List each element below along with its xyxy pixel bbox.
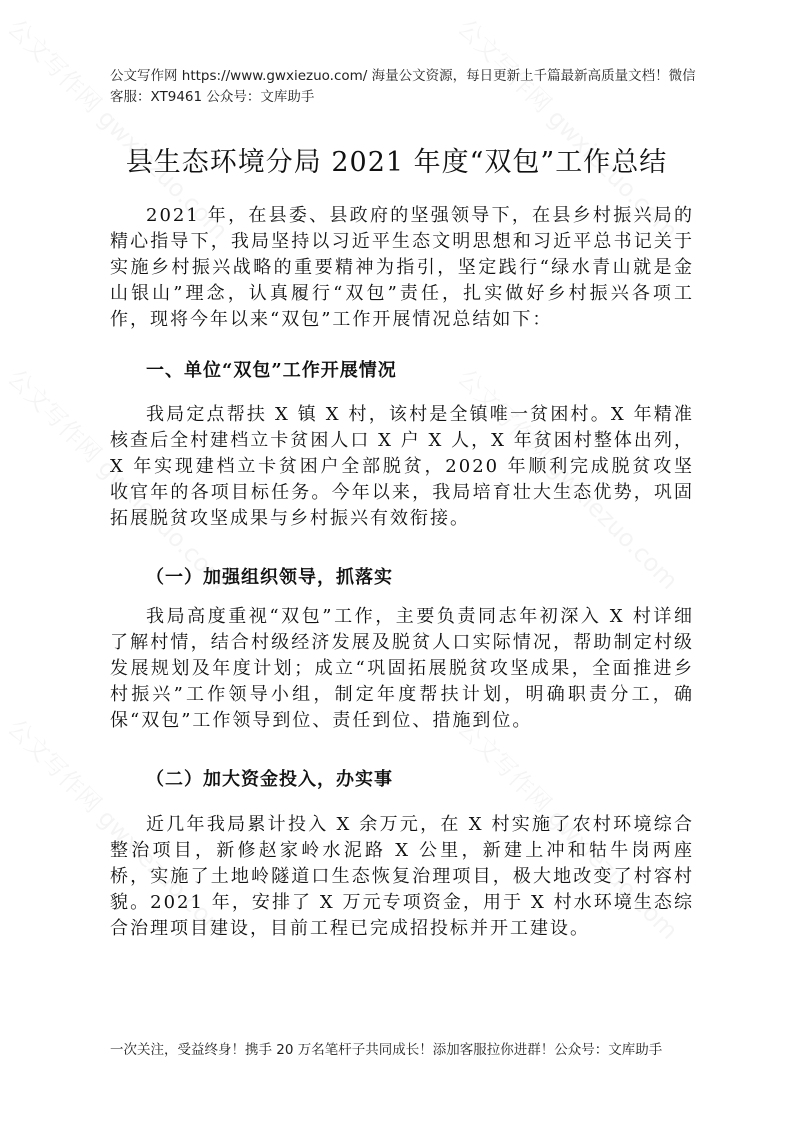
section-paragraph: 我局定点帮扶 X 镇 X 村，该村是全镇唯一贫困村。X 年精准核查后全村建档立卡贫困人口 X 户 X 人，X 年贫困村整体出列，X 年实现建档立卡贫困户全部脱贫，2020 年顺利完成脱贫攻坚收官年的各项目标任务。今年以来，我局培育壮大生态优势，巩固拓展脱贫攻坚成果与乡村振兴有效衔接。 — [110, 404, 694, 529]
subsection-heading: （一）加强组织领导，抓落实 — [146, 567, 393, 588]
subsection-heading: （二）加大资金投入，办实事 — [146, 769, 393, 790]
section-heading: 一、单位“双包”工作开展情况 — [146, 360, 397, 381]
subsection-paragraph: 我局高度重视“双包”工作，主要负责同志年初深入 X 村详细了解村情，结合村级经济发展及脱贫人口实际情况，帮助制定村级发展规划及年度计划；成立“巩固拓展脱贫攻坚成果，全面推进乡村振兴”工作领导小组，制定年度帮扶计划，明确职责分工，确保“双包”工作领导到位、责任到位、措施到位。 — [110, 606, 694, 731]
footer-note: 一次关注，受益终身！携手 20 万名笔杆子共同成长！添加客服拉你进群！公众号：文库助手 — [110, 1042, 663, 1058]
intro-paragraph: 2021 年，在县委、县政府的坚强领导下，在县乡村振兴局的精心指导下，我局坚持以习近平生态文明思想和习近平总书记关于实施乡村振兴战略的重要精神为指引，坚定践行“绿水青山就是金山银山”理念，认真履行“双包”责任，扎实做好乡村振兴各项工作，现将今年以来“双包”工作开展情况总结如下： — [110, 205, 694, 330]
document-title: 县生态环境分局 2021 年度“双包”工作总结 — [125, 147, 668, 178]
subsection-paragraph: 近几年我局累计投入 X 余万元，在 X 村实施了农村环境综合整治项目，新修赵家岭水泥路 X 公里，新建上冲和牯牛岗两座桥，实施了土地岭隧道口生态恢复治理项目，极大地改变了村容村貌。2021 年，安排了 X 万元专项资金，用于 X 村水环境生态综合治理项目建设，目前工程已完成招投标并开工建设。 — [110, 814, 694, 939]
header-note: 公文写作网 https://www.gwxiezuo.com/ 海量公文资源，每日更新上千篇最新高质量文档！微信客服：XT9461 公众号：文库助手 — [110, 68, 696, 105]
